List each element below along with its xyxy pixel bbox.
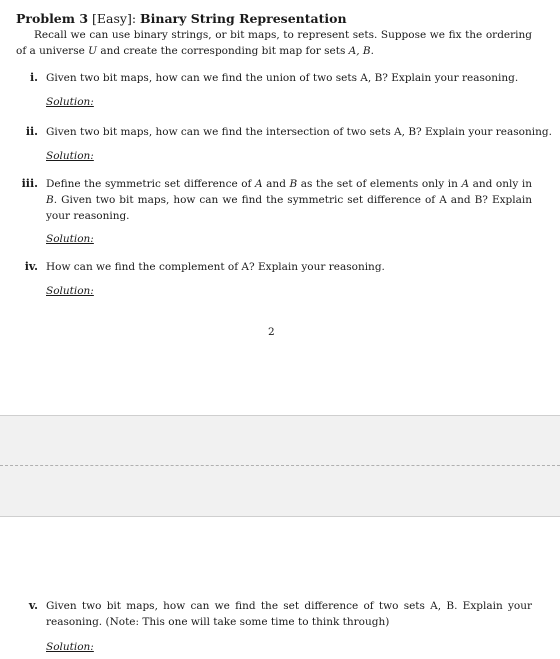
- question-text: [46, 176, 532, 224]
- page-number: 2: [268, 326, 275, 338]
- question-iv: [0, 259, 560, 279]
- page-2: [0, 517, 560, 659]
- question-text: Given two bit maps, how can we find the intersection of two sets A, B? Explain your reasoning.: [46, 126, 552, 138]
- problem-intro: [16, 27, 532, 59]
- intro-text-1: Recall we can use binary strings, or bit maps, to represent sets. Suppose we fix the ordering of a universe: [16, 29, 532, 57]
- q3-text-2: and: [262, 178, 290, 190]
- q3-set-a: A: [461, 178, 470, 190]
- q3-set-a: A: [255, 178, 263, 190]
- problem-difficulty: [Easy]:: [92, 11, 137, 26]
- page-break-divider: [0, 465, 560, 466]
- question-label: iv.: [24, 260, 38, 273]
- q3-set-b: B: [46, 194, 54, 206]
- question-text: Given two bit maps, how can we find the union of two sets A, B? Explain your reasoning.: [46, 72, 519, 84]
- q3-text-4: and only in: [469, 178, 532, 190]
- page-gap: [0, 415, 560, 517]
- question-v: [0, 598, 560, 632]
- question-text: How can we find the complement of A? Explain your reasoning.: [46, 261, 385, 273]
- question-label: ii.: [25, 125, 38, 138]
- q3-text-1: Define the symmetric set difference of: [46, 178, 256, 190]
- q3-text-5: . Given two bit maps, how can we find the symmetric set difference of A and B? Explain your reasoning.: [46, 194, 532, 222]
- intro-text-2: and create the corresponding bit map for sets: [97, 45, 349, 57]
- question-label: v.: [28, 599, 38, 612]
- question-label: iii.: [21, 177, 38, 190]
- solution-label: Solution:: [46, 285, 94, 297]
- problem-number: Problem 3: [16, 11, 89, 26]
- q3-text-3: as the set of elements only in: [297, 178, 462, 190]
- problem-name: Binary String Representation: [140, 11, 347, 26]
- question-label: i.: [29, 71, 38, 84]
- question-iii: [0, 176, 560, 224]
- solution-label: Solution:: [46, 96, 94, 108]
- intro-sets-symbol: A, B: [348, 45, 371, 57]
- problem-title: [16, 11, 347, 26]
- question-ii: [0, 124, 560, 144]
- q3-set-b: B: [289, 178, 298, 190]
- question-text: Given two bit maps, how can we find the set difference of two sets A, B. Explain your reasoning. (Note: This one will take some time to think through): [46, 600, 532, 628]
- solution-label: Solution:: [46, 150, 94, 162]
- intro-universe-symbol: U: [88, 45, 97, 57]
- solution-label: Solution:: [46, 233, 94, 245]
- solution-label: Solution:: [46, 641, 94, 653]
- intro-text-end: .: [370, 45, 374, 57]
